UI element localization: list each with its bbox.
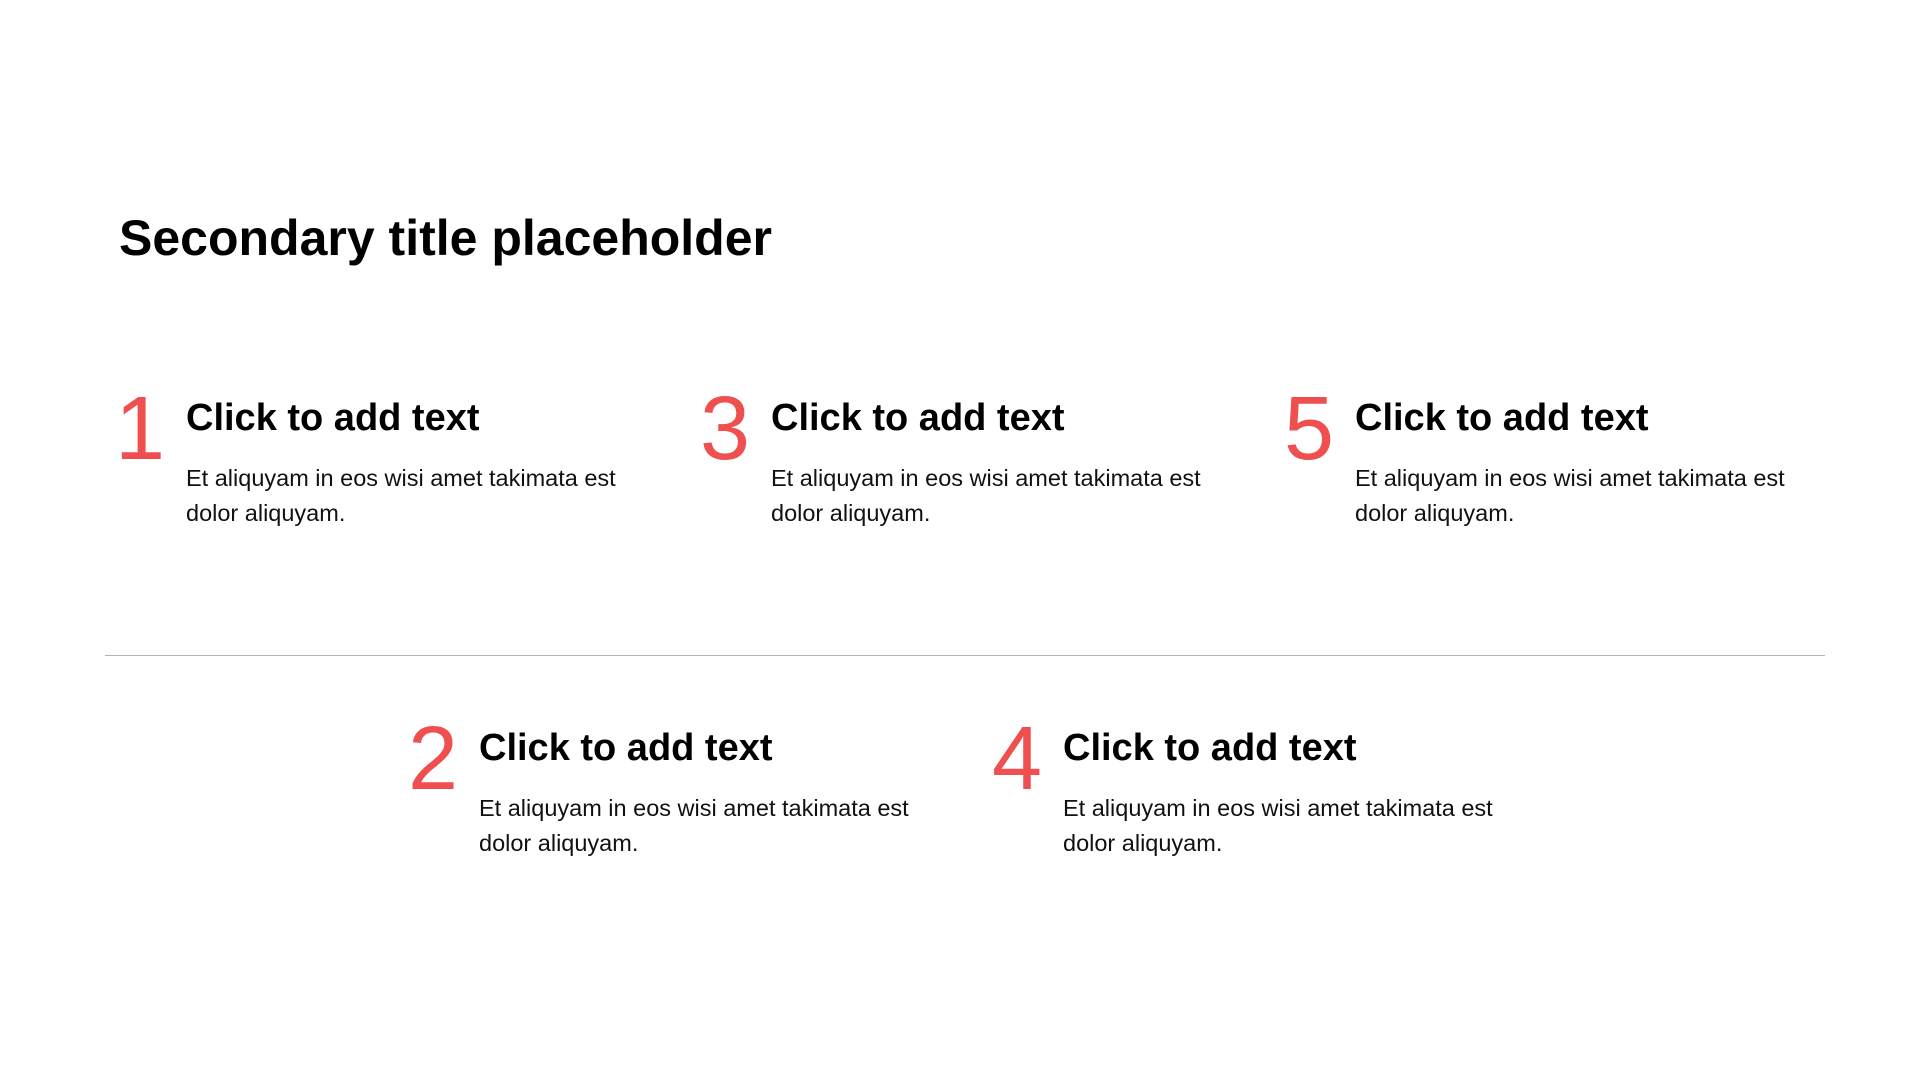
list-item-2 bbox=[408, 709, 948, 905]
horizontal-divider bbox=[105, 655, 1825, 656]
item-number: 3 bbox=[700, 379, 751, 479]
item-description[interactable]: Et aliquyam in eos wisi amet takimata est dolor aliquyam. bbox=[479, 795, 909, 856]
item-number: 5 bbox=[1284, 379, 1335, 479]
item-heading-placeholder[interactable]: Click to add text bbox=[771, 397, 1065, 439]
item-description[interactable]: Et aliquyam in eos wisi amet takimata est dolor aliquyam. bbox=[1063, 795, 1493, 856]
item-description[interactable]: Et aliquyam in eos wisi amet takimata est dolor aliquyam. bbox=[1355, 465, 1785, 526]
item-number: 2 bbox=[408, 709, 459, 809]
item-number: 4 bbox=[992, 709, 1043, 809]
item-heading-placeholder[interactable]: Click to add text bbox=[1063, 727, 1357, 769]
item-number: 1 bbox=[115, 379, 166, 479]
slide-title[interactable]: Secondary title placeholder bbox=[119, 210, 772, 266]
list-item-5 bbox=[1284, 379, 1824, 575]
item-heading-placeholder[interactable]: Click to add text bbox=[479, 727, 773, 769]
item-description[interactable]: Et aliquyam in eos wisi amet takimata est dolor aliquyam. bbox=[186, 465, 616, 526]
list-item-1 bbox=[115, 379, 655, 575]
item-heading-placeholder[interactable]: Click to add text bbox=[1355, 397, 1649, 439]
item-heading-placeholder[interactable]: Click to add text bbox=[186, 397, 480, 439]
item-description[interactable]: Et aliquyam in eos wisi amet takimata est dolor aliquyam. bbox=[771, 465, 1201, 526]
list-item-3 bbox=[700, 379, 1240, 575]
list-item-4 bbox=[992, 709, 1532, 905]
